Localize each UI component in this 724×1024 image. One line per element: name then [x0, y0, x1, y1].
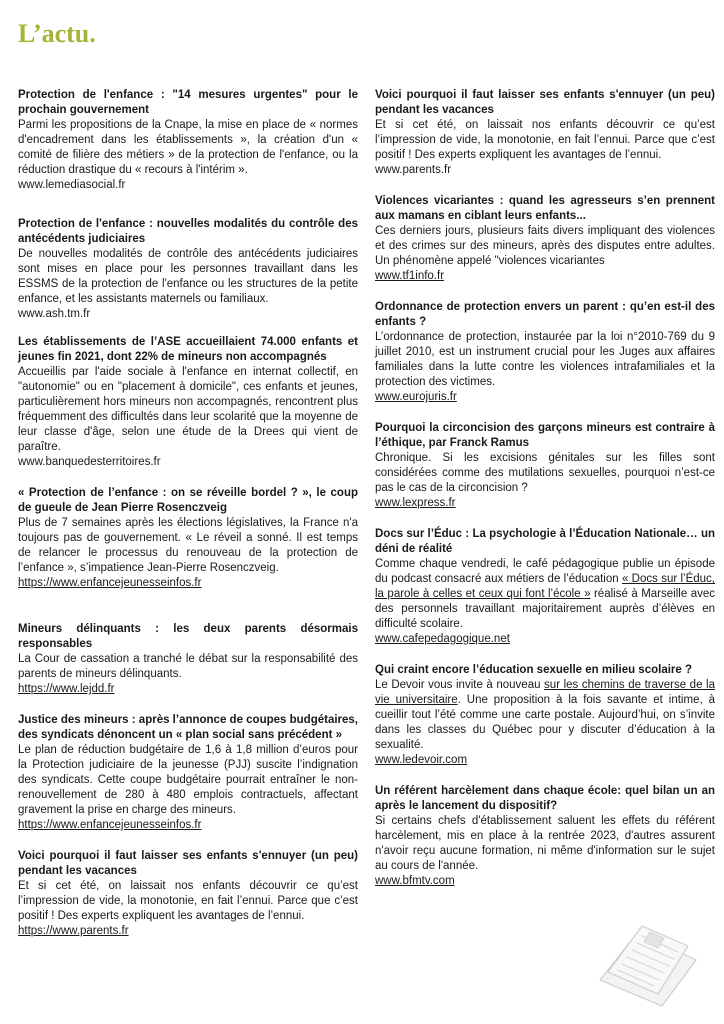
article-source-link[interactable]: www.banquedesterritoires.fr: [18, 456, 161, 468]
article-source-link[interactable]: www.lemediasocial.fr: [18, 179, 126, 191]
article-body-text: . Une proposition à la fois savante et intime, à cueillir tout l’été comme une carte postale. Aujourd’hui, on s’invite dans les classes du Québec pour y discuter d’éducation à la sexualité.: [375, 694, 715, 751]
article-source-link[interactable]: https://www.parents.fr: [18, 925, 129, 937]
article-title: Un référent harcèlement dans chaque école: quel bilan un an après le lancement du dispositif?: [375, 785, 715, 812]
article-source-link[interactable]: www.ledevoir.com: [375, 754, 468, 766]
article-title: Justice des mineurs : après l’annonce de coupes budgétaires, des syndicats dénoncent un « plan social sans précédent »: [18, 714, 358, 741]
article: [375, 88, 715, 178]
article-title: Pourquoi la circoncision des garçons mineurs est contraire à l’éthique, par Franck Ramus: [375, 422, 715, 449]
article: [18, 849, 358, 939]
article-source-link[interactable]: www.cafepedagogique.net: [375, 633, 510, 645]
article-source-link[interactable]: www.parents.fr: [375, 164, 452, 176]
podcast-title-link[interactable]: « Docs sur l’Éduc, la parole à celles et ceux qui font l’école »: [375, 573, 715, 600]
article-body: De nouvelles modalités de contrôle des antécédents judiciaires sont mises en place pour les personnes travaillant dans les ESSMS de la protection de l'enfance ou les structures de la petite enfance, et les assistants maternels ou familiaux.: [18, 248, 358, 305]
article-source-link[interactable]: www.tf1info.fr: [375, 270, 445, 282]
article-title: Voici pourquoi il faut laisser ses enfants s'ennuyer (un peu) pendant les vacances: [18, 850, 358, 877]
article-body: La Cour de cassation a tranché le débat sur la responsabilité des parents de mineurs délinquants.: [18, 653, 358, 680]
article-title: Qui craint encore l’éducation sexuelle en milieu scolaire ?: [375, 664, 692, 676]
article-body: Le plan de réduction budgétaire de 1,6 à 1,8 million d’euros pour la Protection judiciaire de la jeunesse (PJJ) suscite l’indignation des syndicats. Cette coupe budgétaire pourrait entraîner le non-renouvellement de 280 à 480 emplois contractuels, affectant gravement la prise en charge des mineurs.: [18, 744, 358, 816]
article-title: Voici pourquoi il faut laisser ses enfants s'ennuyer (un peu) pendant les vacances: [375, 89, 715, 116]
article-source-link[interactable]: www.ash.tm.fr: [18, 308, 91, 320]
article: [18, 88, 358, 193]
article-body: Et si cet été, on laissait nos enfants découvrir ce qu’est l’impression de vide, la monotonie, en fait l’ennui. Parce que c’est positif ! Des experts expliquent les avantages de l’ennui.: [18, 880, 358, 922]
article-body: L’ordonnance de protection, instaurée par la loi n°2010-769 du 9 juillet 2010, est un instrument crucial pour les Juges aux affaires familiales dans la lutte contre les violences intrafamiliales et la protection des victimes.: [375, 331, 715, 388]
article: [375, 663, 715, 768]
right-column: [375, 88, 715, 889]
article-body-text: Comme chaque vendredi, le café pédagogique publie un épisode du podcast consacré aux métiers de l’éducation: [375, 558, 715, 585]
article-body: Et si cet été, on laissait nos enfants découvrir ce qu’est l’impression de vide, la monotonie, en fait l’ennui. Parce que c’est positif ! Des experts expliquent les avantages de l’ennui.: [375, 119, 715, 161]
article-title: « Protection de l’enfance : on se réveille bordel ? », le coup de gueule de Jean Pierre Rosenczveig: [18, 487, 358, 514]
page-title: L’actu.: [18, 19, 96, 48]
article-body-text: réalisé à Marseille avec des personnels travaillant majoritairement auprès d’élèves en difficulté scolaire.: [375, 588, 715, 630]
article-title: Violences vicariantes : quand les agresseurs s’en prennent aux mamans en ciblant leurs enfants...: [375, 195, 715, 222]
article-source-link[interactable]: https://www.enfancejeunesseinfos.fr: [18, 819, 202, 831]
left-column: [18, 88, 358, 939]
article-source-link[interactable]: https://www.enfancejeunesseinfos.fr: [18, 577, 202, 589]
article-body: Si certains chefs d'établissement saluent les effets du référent harcèlement, mis en place à la rentrée 2023, d'autres assurent n'avoir reçu aucune formation, ni même d'information sur le sujet au cours de l'année.: [375, 815, 715, 872]
article-body-text: Le Devoir vous invite à nouveau: [375, 679, 545, 691]
article: [18, 713, 358, 833]
article: [18, 622, 358, 697]
article-source-link[interactable]: www.lexpress.fr: [375, 497, 456, 509]
article-title: Protection de l'enfance : nouvelles modalités du contrôle des antécédents judiciaires: [18, 218, 358, 245]
article-title: Les établissements de l’ASE accueillaient 74.000 enfants et jeunes fin 2021, dont 22% de mineurs non accompagnés: [18, 336, 358, 363]
article-body: [375, 678, 715, 753]
article-source-link[interactable]: www.eurojuris.fr: [375, 391, 457, 403]
article-body: Plus de 7 semaines après les élections législatives, la France n'a toujours pas de gouvernement. « Le réveil a sonné. Il est temps de relancer le processus du renouveau de la protection de l’enfance », s’impatience Jean-Pierre Rosenczveig.: [18, 517, 358, 574]
article-body: Ces derniers jours, plusieurs faits divers impliquant des violences et des crimes sur des mineurs, après des disputes entre adultes. Un phénomène appelé "violences vicariantes: [375, 225, 715, 267]
newspaper-icon: [592, 902, 704, 1014]
article-body: [375, 557, 715, 632]
series-title-link[interactable]: sur les chemins de traverse de la vie universitaire: [375, 679, 715, 706]
article-title: Ordonnance de protection envers un parent : qu’en est-il des enfants ?: [375, 301, 715, 328]
article-source-link[interactable]: https://www.lejdd.fr: [18, 683, 115, 695]
article-title: Docs sur l’Éduc : La psychologie à l’Éducation Nationale… un déni de réalité: [375, 528, 715, 555]
article: [375, 784, 715, 889]
article: [18, 486, 358, 591]
article-title: Mineurs délinquants : les deux parents désormais responsables: [18, 623, 358, 650]
article: [375, 300, 715, 405]
article: [18, 217, 358, 322]
article-body: Chronique. Si les excisions génitales sur les filles sont considérées comme des mutilations sexuelles, pourquoi n’est-ce pas le cas de la circoncision ?: [375, 452, 715, 494]
article: [375, 527, 715, 647]
article: [375, 194, 715, 284]
article-body: Parmi les propositions de la Cnape, la mise en place de « normes d'encadrement dans les établissements », la création d'un « comité de filière des métiers » de la protection de l'enfance, ou la réduction drastique du « recours à l'intérim ».: [18, 119, 358, 176]
article-title: Protection de l'enfance : "14 mesures urgentes" pour le prochain gouvernement: [18, 89, 358, 116]
article-source-link[interactable]: www.bfmtv.com: [375, 875, 455, 887]
article: [375, 421, 715, 511]
article-body: Accueillis par l'aide sociale à l'enfance en internat collectif, en "autonomie" ou en "placement à domicile", ces enfants et jeunes, particulièrement hors mineurs non accompagnés, rencontrent plus fréquemment des difficultés dans leur scolarité que la moyenne de leur classe d'âge, selon une étude de la Drees qui vient de paraître.: [18, 366, 358, 453]
article: [18, 335, 358, 470]
